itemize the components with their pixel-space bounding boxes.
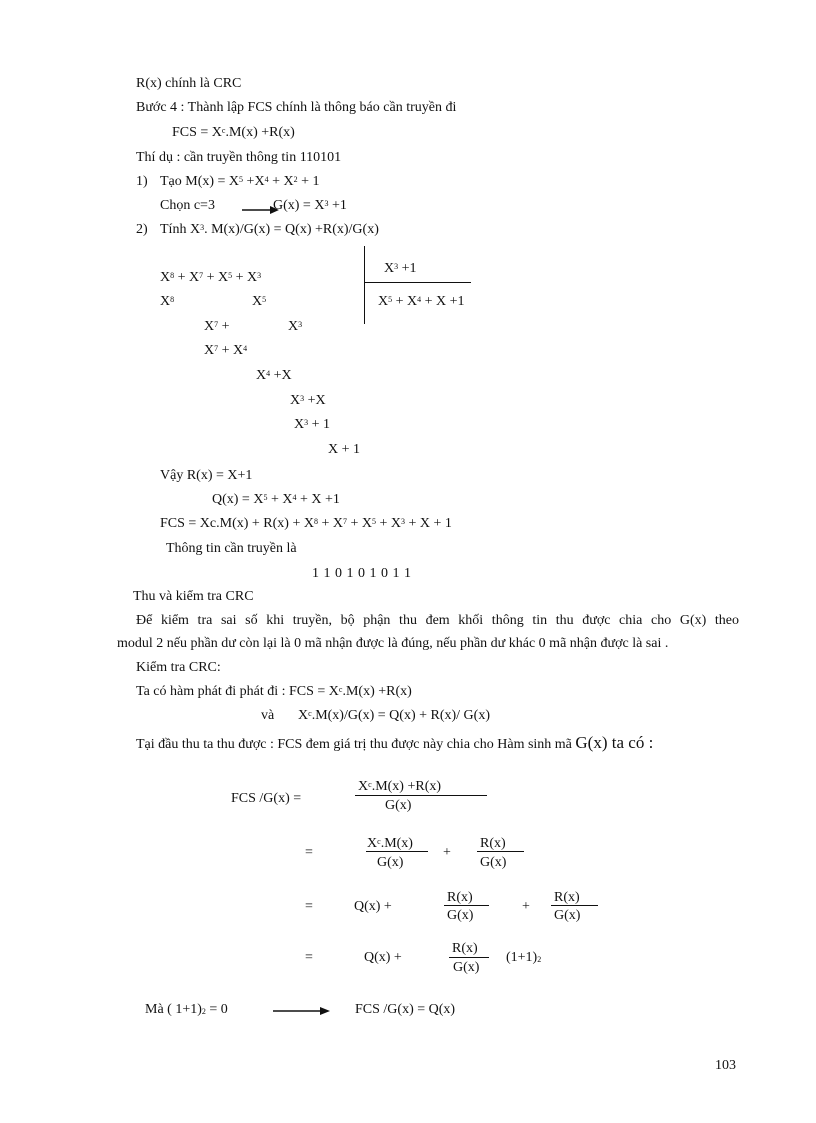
result-fcs: FCS = $Xc.M(x) + R(x) + X^8 + X^7 + X^5 + X^3 + X + 1$: [160, 516, 452, 531]
example-line: Thí dụ : cần truyền thông tin 110101: [136, 150, 342, 165]
eq1-lhs: FCS /G(x) =: [231, 791, 302, 806]
eq4-num: R(x): [452, 941, 478, 956]
eq2-bar1: [366, 851, 428, 852]
and-label: và: [261, 708, 275, 723]
eq3-equals: =: [305, 899, 313, 914]
eq3-plus: +: [522, 899, 530, 914]
paragraph-line-1: Để kiểm tra sai số khi truyền, bộ phận thu đem khối thông tin thu được chia cho G(x) theo: [136, 613, 739, 628]
gx-def: $G(x) = X^3 +1$: [273, 198, 347, 213]
division-row-2a: $X^8$: [160, 294, 175, 309]
division-row-3a: $X^7$ +: [204, 319, 230, 334]
item2-num: 2): [136, 222, 148, 237]
conclusion-lhs: Mà ( $1+1)_2 = 0$: [145, 1002, 228, 1017]
eq2-num2: R(x): [480, 836, 506, 851]
eq2-den1: G(x): [377, 855, 404, 870]
info-bits: 1 1 0 1 0 1 0 1 1: [312, 566, 412, 581]
item2-formula: Tính $X^3$. M(x)/G(x) = Q(x) +R(x)/G(x): [160, 222, 379, 237]
and-formula: $X^c.M(x)/G(x) = Q(x) + R(x)/$ G(x): [298, 708, 490, 723]
eq3-qx: Q(x) +: [354, 899, 392, 914]
eq1-denominator: G(x): [385, 798, 412, 813]
eq2-bar2: [477, 851, 524, 852]
section-heading: Thu và kiểm tra CRC: [133, 589, 254, 604]
item1-num: 1): [136, 174, 148, 189]
division-row-1: $X^8 + X^7 + X^5 + X^3$: [160, 270, 262, 285]
result-qx: $Q(x) = X^5 + X^4 + X +1$: [212, 492, 340, 507]
eq3-den1: G(x): [447, 908, 474, 923]
eq3-bar1: [444, 905, 489, 906]
eq2-num1: $X^c.M(x)$: [367, 836, 413, 851]
eq2-equals: =: [305, 845, 313, 860]
eq3-bar2: [551, 905, 598, 906]
eq2-plus: +: [443, 845, 451, 860]
paragraph-line-2: modul 2 nếu phần dư còn lại là 0 mã nhận được là đúng, nếu phần dư khác 0 mã nhận được là sai .: [117, 636, 669, 651]
line-rx-is-crc: R(x) chính là CRC: [136, 76, 242, 91]
receiver-line: Tại đầu thu ta thu được : FCS đem giá trị thu được này chia cho Hàm sinh mã G(x) ta có :: [136, 733, 654, 752]
division-row-5: $X^4 +X$: [256, 368, 292, 383]
check-crc-heading: Kiểm tra CRC:: [136, 660, 221, 675]
step4-line: Bước 4 : Thành lập FCS chính là thông báo cần truyền đi: [136, 100, 457, 115]
eq1-numerator: $X^c.M(x) +R(x)$: [358, 779, 442, 794]
eq2-den2: G(x): [480, 855, 507, 870]
result-rx: Vậy R(x) = X+1: [160, 468, 253, 483]
eq4-qx: Q(x) +: [364, 950, 402, 965]
arrow-right-icon: [272, 1005, 332, 1017]
choose-c: Chọn c=3: [160, 198, 215, 213]
eq3-den2: G(x): [554, 908, 581, 923]
conclusion-rhs: FCS /G(x) = Q(x): [355, 1002, 456, 1017]
division-remainder: X + 1: [328, 442, 361, 457]
fcs-formula: FCS = $X^c.M(x) +R(x)$: [172, 125, 295, 140]
eq4-tail: $(1+1)_2$: [506, 950, 542, 965]
division-row-7: $X^3 + 1$: [294, 417, 331, 432]
eq3-num1: R(x): [447, 890, 473, 905]
division-row-2b: $X^5$: [252, 294, 267, 309]
divisor: $X^3 +1$: [384, 261, 417, 276]
division-vertical-line: [364, 246, 365, 324]
eq4-equals: =: [305, 950, 313, 965]
eq3-num2: R(x): [554, 890, 580, 905]
quotient: $X^5 + X^4 + X +1$: [378, 294, 465, 309]
division-row-6: $X^3 +X$: [290, 393, 326, 408]
eq4-bar: [449, 957, 489, 958]
division-row-4: $X^7 + X^4$: [204, 343, 248, 358]
item1-mx: Tạo $M(x) = X^5 +X^4 + X^2 + 1$: [160, 174, 320, 189]
eq1-fraction-bar: [355, 795, 487, 796]
transmit-function: Ta có hàm phát đi phát đi : FCS = $X^c.M(x) +R(x)$: [136, 684, 412, 699]
division-row-3b: $X^3$: [288, 319, 303, 334]
division-horizontal-line: [364, 282, 471, 283]
info-to-send-label: Thông tin cần truyền là: [166, 541, 297, 556]
eq4-den: G(x): [453, 960, 480, 975]
page-number: 103: [715, 1058, 736, 1073]
